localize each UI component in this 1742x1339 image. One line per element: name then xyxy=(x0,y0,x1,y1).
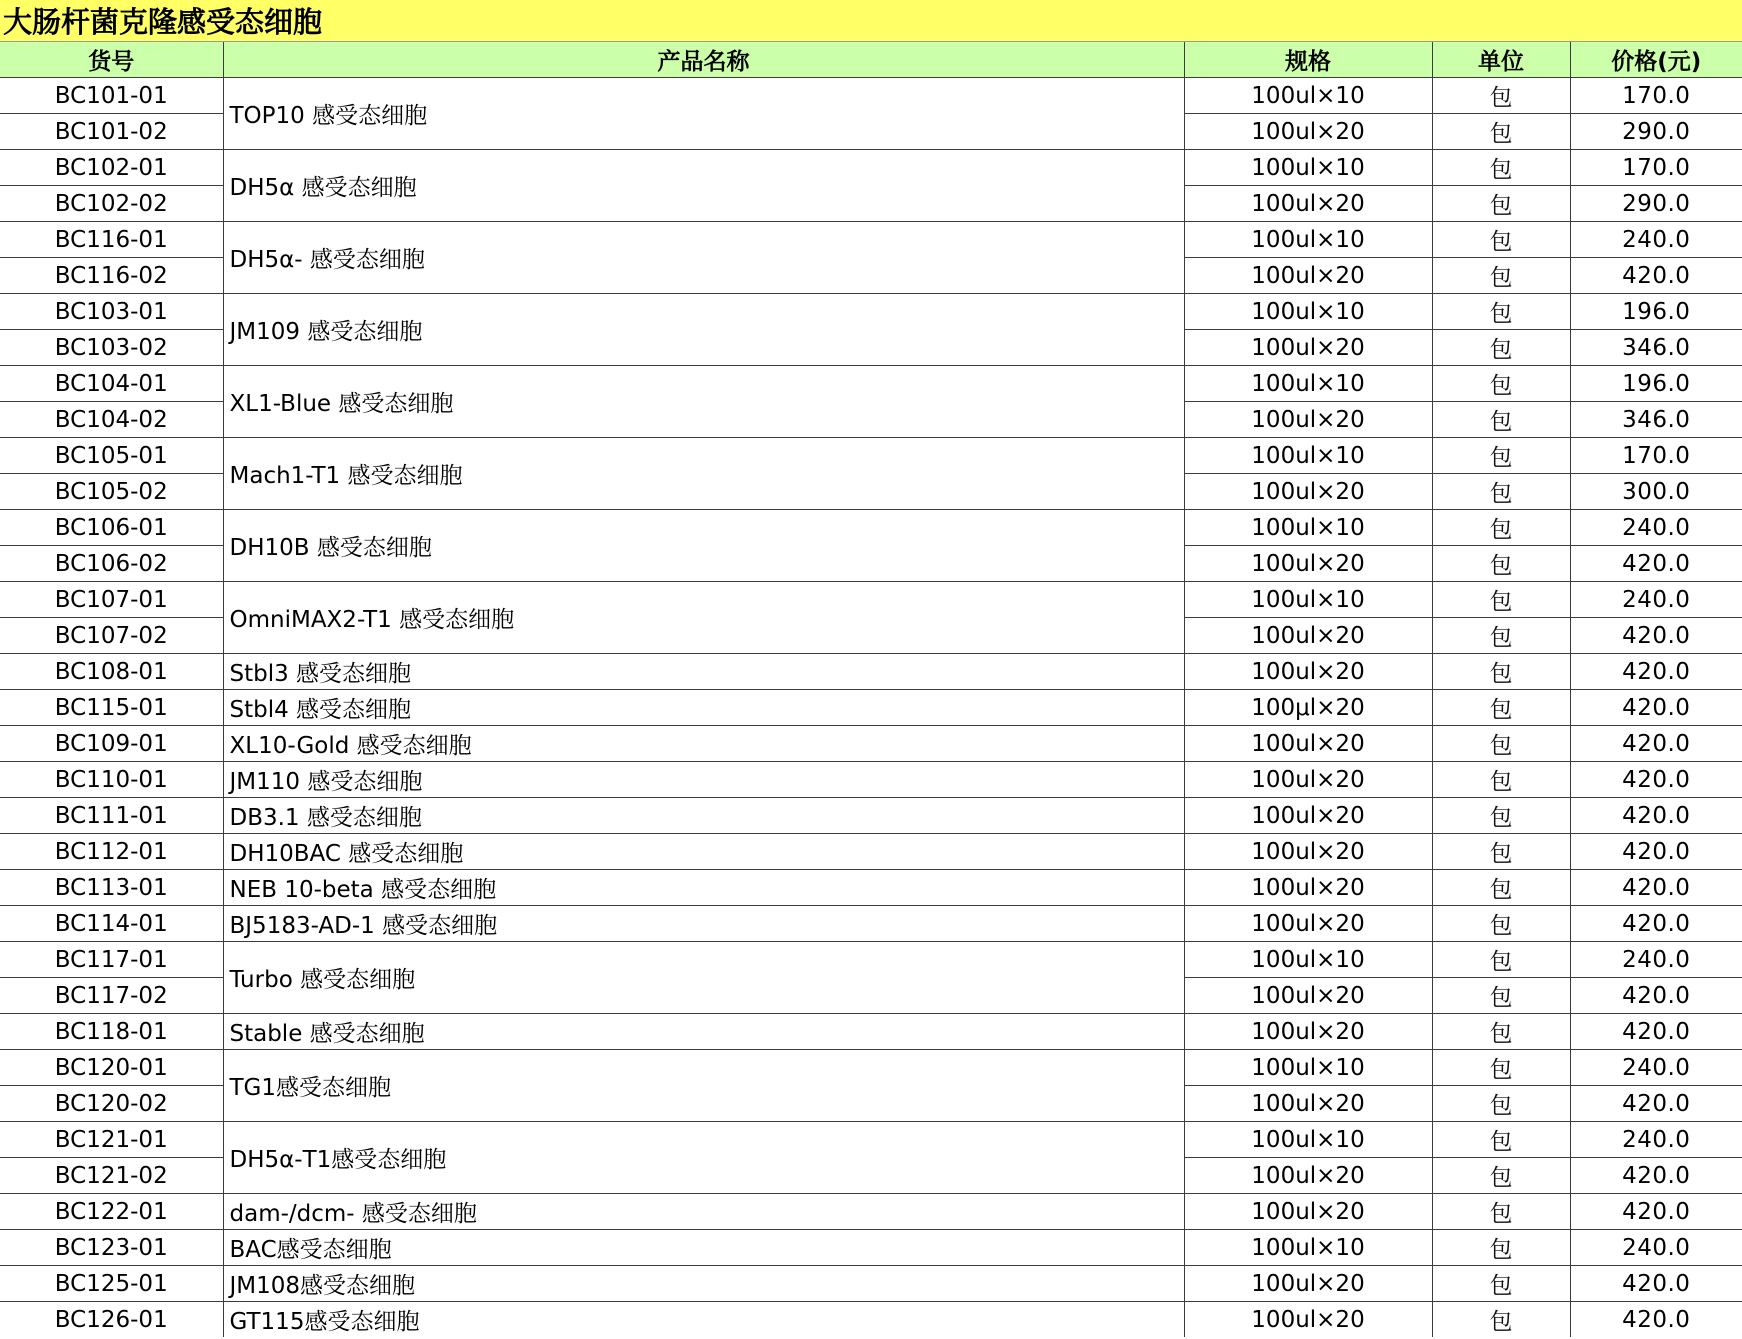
cell-spec[interactable]: 100ul×20 xyxy=(1184,762,1432,798)
table-row xyxy=(0,294,1742,330)
cell-unit[interactable]: 包 xyxy=(1432,546,1570,582)
cell-unit[interactable]: 包 xyxy=(1432,150,1570,186)
cell-spec[interactable]: 100ul×20 xyxy=(1184,870,1432,906)
cell-spec[interactable]: 100ul×10 xyxy=(1184,222,1432,258)
table-row xyxy=(0,942,1742,978)
cell-code[interactable]: BC101-01 xyxy=(0,78,223,114)
cell-price[interactable]: 240.0 xyxy=(1570,222,1742,258)
cell-spec[interactable]: 100ul×20 xyxy=(1184,546,1432,582)
cell-code[interactable]: BC105-01 xyxy=(0,438,223,474)
table-row xyxy=(0,1014,1742,1050)
cell-unit[interactable]: 包 xyxy=(1432,294,1570,330)
cell-code[interactable]: BC121-02 xyxy=(0,1158,223,1194)
cell-code[interactable]: BC114-01 xyxy=(0,906,223,942)
cell-spec[interactable]: 100ul×20 xyxy=(1184,1014,1432,1050)
table-row xyxy=(0,222,1742,258)
table-row xyxy=(0,798,1742,834)
cell-product-name[interactable]: GT115感受态细胞 xyxy=(223,1302,1184,1338)
cell-unit[interactable]: 包 xyxy=(1432,438,1570,474)
cell-price[interactable]: 420.0 xyxy=(1570,618,1742,654)
cell-spec[interactable]: 100ul×20 xyxy=(1184,618,1432,654)
cell-unit[interactable]: 包 xyxy=(1432,258,1570,294)
cell-price[interactable]: 290.0 xyxy=(1570,114,1742,150)
header-unit[interactable]: 单位 xyxy=(1432,42,1570,78)
cell-spec[interactable]: 100ul×10 xyxy=(1184,1230,1432,1266)
table-row xyxy=(0,834,1742,870)
cell-unit[interactable]: 包 xyxy=(1432,942,1570,978)
cell-spec[interactable]: 100ul×20 xyxy=(1184,474,1432,510)
cell-code[interactable]: BC106-01 xyxy=(0,510,223,546)
cell-product-name[interactable]: dam-/dcm- 感受态细胞 xyxy=(223,1194,1184,1230)
table-row xyxy=(0,1302,1742,1338)
cell-product-name[interactable]: DH5α 感受态细胞 xyxy=(223,150,1184,222)
cell-unit[interactable]: 包 xyxy=(1432,1194,1570,1230)
cell-product-name[interactable]: DH5α- 感受态细胞 xyxy=(223,222,1184,294)
cell-product-name[interactable]: XL1-Blue 感受态细胞 xyxy=(223,366,1184,438)
table-row xyxy=(0,654,1742,690)
cell-product-name[interactable]: Stable 感受态细胞 xyxy=(223,1014,1184,1050)
cell-unit[interactable]: 包 xyxy=(1432,186,1570,222)
cell-price[interactable]: 420.0 xyxy=(1570,546,1742,582)
table-row xyxy=(0,1230,1742,1266)
cell-spec[interactable]: 100ul×20 xyxy=(1184,654,1432,690)
cell-unit[interactable]: 包 xyxy=(1432,402,1570,438)
cell-product-name[interactable]: XL10-Gold 感受态细胞 xyxy=(223,726,1184,762)
cell-price[interactable]: 420.0 xyxy=(1570,906,1742,942)
cell-spec[interactable]: 100ul×20 xyxy=(1184,186,1432,222)
table-row xyxy=(0,726,1742,762)
cell-spec[interactable]: 100ul×20 xyxy=(1184,402,1432,438)
cell-product-name[interactable]: DH10B 感受态细胞 xyxy=(223,510,1184,582)
cell-code[interactable]: BC116-02 xyxy=(0,258,223,294)
table-row xyxy=(0,510,1742,546)
cell-spec[interactable]: 100ul×10 xyxy=(1184,582,1432,618)
cell-unit[interactable]: 包 xyxy=(1432,762,1570,798)
cell-spec[interactable]: 100μl×20 xyxy=(1184,690,1432,726)
cell-code[interactable]: BC103-02 xyxy=(0,330,223,366)
cell-product-name[interactable]: DB3.1 感受态细胞 xyxy=(223,798,1184,834)
cell-unit[interactable]: 包 xyxy=(1432,618,1570,654)
cell-code[interactable]: BC120-02 xyxy=(0,1086,223,1122)
cell-price[interactable]: 420.0 xyxy=(1570,1086,1742,1122)
cell-spec[interactable]: 100ul×10 xyxy=(1184,366,1432,402)
cell-price[interactable]: 420.0 xyxy=(1570,690,1742,726)
cell-code[interactable]: BC126-01 xyxy=(0,1302,223,1338)
cell-product-name[interactable]: OmniMAX2-T1 感受态细胞 xyxy=(223,582,1184,654)
cell-code[interactable]: BC115-01 xyxy=(0,690,223,726)
cell-code[interactable]: BC117-02 xyxy=(0,978,223,1014)
cell-price[interactable]: 170.0 xyxy=(1570,438,1742,474)
table-row xyxy=(0,150,1742,186)
cell-product-name[interactable]: NEB 10-beta 感受态细胞 xyxy=(223,870,1184,906)
table-row xyxy=(0,366,1742,402)
cell-spec[interactable]: 100ul×20 xyxy=(1184,726,1432,762)
table-row xyxy=(0,870,1742,906)
cell-unit[interactable]: 包 xyxy=(1432,870,1570,906)
cell-spec[interactable]: 100ul×20 xyxy=(1184,798,1432,834)
cell-product-name[interactable]: BAC感受态细胞 xyxy=(223,1230,1184,1266)
cell-price[interactable]: 420.0 xyxy=(1570,762,1742,798)
cell-code[interactable]: BC104-01 xyxy=(0,366,223,402)
header-name[interactable]: 产品名称 xyxy=(223,42,1184,78)
cell-code[interactable]: BC117-01 xyxy=(0,942,223,978)
cell-price[interactable]: 240.0 xyxy=(1570,1230,1742,1266)
cell-unit[interactable]: 包 xyxy=(1432,510,1570,546)
cell-unit[interactable]: 包 xyxy=(1432,1158,1570,1194)
cell-code[interactable]: BC109-01 xyxy=(0,726,223,762)
cell-code[interactable]: BC111-01 xyxy=(0,798,223,834)
cell-spec[interactable]: 100ul×20 xyxy=(1184,906,1432,942)
cell-unit[interactable]: 包 xyxy=(1432,1230,1570,1266)
cell-price[interactable]: 420.0 xyxy=(1570,798,1742,834)
cell-unit[interactable]: 包 xyxy=(1432,1266,1570,1302)
cell-code[interactable]: BC107-01 xyxy=(0,582,223,618)
cell-product-name[interactable]: BJ5183-AD-1 感受态细胞 xyxy=(223,906,1184,942)
cell-code[interactable]: BC105-02 xyxy=(0,474,223,510)
header-code[interactable]: 货号 xyxy=(0,42,223,78)
cell-code[interactable]: BC101-02 xyxy=(0,114,223,150)
cell-unit[interactable]: 包 xyxy=(1432,474,1570,510)
table-row xyxy=(0,78,1742,114)
cell-price[interactable]: 420.0 xyxy=(1570,870,1742,906)
cell-product-name[interactable]: TOP10 感受态细胞 xyxy=(223,78,1184,150)
cell-unit[interactable]: 包 xyxy=(1432,222,1570,258)
cell-price[interactable]: 346.0 xyxy=(1570,330,1742,366)
cell-unit[interactable]: 包 xyxy=(1432,1050,1570,1086)
cell-code[interactable]: BC103-01 xyxy=(0,294,223,330)
cell-code[interactable]: BC121-01 xyxy=(0,1122,223,1158)
table-row xyxy=(0,1122,1742,1158)
cell-product-name[interactable]: Stbl4 感受态细胞 xyxy=(223,690,1184,726)
cell-spec[interactable]: 100ul×20 xyxy=(1184,1086,1432,1122)
cell-spec[interactable]: 100ul×10 xyxy=(1184,942,1432,978)
cell-code[interactable]: BC112-01 xyxy=(0,834,223,870)
cell-code[interactable]: BC118-01 xyxy=(0,1014,223,1050)
cell-price[interactable]: 420.0 xyxy=(1570,978,1742,1014)
cell-unit[interactable]: 包 xyxy=(1432,582,1570,618)
cell-price[interactable]: 240.0 xyxy=(1570,582,1742,618)
cell-product-name[interactable]: Stbl3 感受态细胞 xyxy=(223,654,1184,690)
cell-price[interactable]: 300.0 xyxy=(1570,474,1742,510)
cell-price[interactable]: 420.0 xyxy=(1570,1158,1742,1194)
cell-price[interactable]: 420.0 xyxy=(1570,258,1742,294)
cell-price[interactable]: 420.0 xyxy=(1570,1014,1742,1050)
cell-spec[interactable]: 100ul×10 xyxy=(1184,1122,1432,1158)
cell-unit[interactable]: 包 xyxy=(1432,1302,1570,1338)
cell-price[interactable]: 420.0 xyxy=(1570,654,1742,690)
cell-spec[interactable]: 100ul×10 xyxy=(1184,150,1432,186)
table-row xyxy=(0,1194,1742,1230)
table-body xyxy=(0,78,1742,1338)
cell-spec[interactable]: 100ul×10 xyxy=(1184,294,1432,330)
cell-code[interactable]: BC102-02 xyxy=(0,186,223,222)
cell-spec[interactable]: 100ul×10 xyxy=(1184,438,1432,474)
cell-price[interactable]: 420.0 xyxy=(1570,1266,1742,1302)
table-row xyxy=(0,690,1742,726)
cell-price[interactable]: 240.0 xyxy=(1570,942,1742,978)
cell-code[interactable]: BC120-01 xyxy=(0,1050,223,1086)
cell-price[interactable]: 170.0 xyxy=(1570,78,1742,114)
cell-spec[interactable]: 100ul×10 xyxy=(1184,78,1432,114)
cell-unit[interactable]: 包 xyxy=(1432,834,1570,870)
cell-code[interactable]: BC106-02 xyxy=(0,546,223,582)
cell-code[interactable]: BC125-01 xyxy=(0,1266,223,1302)
cell-product-name[interactable]: Turbo 感受态细胞 xyxy=(223,942,1184,1014)
cell-unit[interactable]: 包 xyxy=(1432,906,1570,942)
cell-unit[interactable]: 包 xyxy=(1432,654,1570,690)
cell-price[interactable]: 240.0 xyxy=(1570,1050,1742,1086)
cell-unit[interactable]: 包 xyxy=(1432,330,1570,366)
header-price[interactable]: 价格(元) xyxy=(1570,42,1742,78)
cell-spec[interactable]: 100ul×20 xyxy=(1184,1302,1432,1338)
cell-spec[interactable]: 100ul×20 xyxy=(1184,1266,1432,1302)
cell-product-name[interactable]: JM108感受态细胞 xyxy=(223,1266,1184,1302)
cell-product-name[interactable]: JM110 感受态细胞 xyxy=(223,762,1184,798)
table-row xyxy=(0,906,1742,942)
table-row xyxy=(0,438,1742,474)
cell-unit[interactable]: 包 xyxy=(1432,1122,1570,1158)
cell-code[interactable]: BC123-01 xyxy=(0,1230,223,1266)
cell-product-name[interactable]: JM109 感受态细胞 xyxy=(223,294,1184,366)
cell-product-name[interactable]: TG1感受态细胞 xyxy=(223,1050,1184,1122)
cell-price[interactable]: 170.0 xyxy=(1570,150,1742,186)
header-row xyxy=(0,42,1742,78)
cell-unit[interactable]: 包 xyxy=(1432,1086,1570,1122)
cell-unit[interactable]: 包 xyxy=(1432,726,1570,762)
header-spec[interactable]: 规格 xyxy=(1184,42,1432,78)
cell-code[interactable]: BC116-01 xyxy=(0,222,223,258)
cell-unit[interactable]: 包 xyxy=(1432,978,1570,1014)
cell-price[interactable]: 420.0 xyxy=(1570,834,1742,870)
cell-unit[interactable]: 包 xyxy=(1432,798,1570,834)
cell-price[interactable]: 240.0 xyxy=(1570,510,1742,546)
cell-price[interactable]: 196.0 xyxy=(1570,366,1742,402)
cell-unit[interactable]: 包 xyxy=(1432,78,1570,114)
product-table xyxy=(0,42,1742,1337)
sheet-title[interactable]: 大肠杆菌克隆感受态细胞 xyxy=(0,0,1742,42)
cell-spec[interactable]: 100ul×20 xyxy=(1184,1194,1432,1230)
cell-spec[interactable]: 100ul×20 xyxy=(1184,834,1432,870)
cell-product-name[interactable]: Mach1-T1 感受态细胞 xyxy=(223,438,1184,510)
cell-spec[interactable]: 100ul×20 xyxy=(1184,978,1432,1014)
table-row xyxy=(0,1266,1742,1302)
cell-unit[interactable]: 包 xyxy=(1432,114,1570,150)
table-row xyxy=(0,762,1742,798)
cell-price[interactable]: 240.0 xyxy=(1570,1122,1742,1158)
cell-unit[interactable]: 包 xyxy=(1432,366,1570,402)
cell-code[interactable]: BC113-01 xyxy=(0,870,223,906)
cell-price[interactable]: 420.0 xyxy=(1570,1302,1742,1338)
cell-spec[interactable]: 100ul×20 xyxy=(1184,1158,1432,1194)
cell-code[interactable]: BC107-02 xyxy=(0,618,223,654)
cell-spec[interactable]: 100ul×20 xyxy=(1184,258,1432,294)
table-row xyxy=(0,582,1742,618)
cell-product-name[interactable]: DH10BAC 感受态细胞 xyxy=(223,834,1184,870)
cell-unit[interactable]: 包 xyxy=(1432,1014,1570,1050)
cell-product-name[interactable]: DH5α-T1感受态细胞 xyxy=(223,1122,1184,1194)
cell-spec[interactable]: 100ul×20 xyxy=(1184,114,1432,150)
cell-spec[interactable]: 100ul×10 xyxy=(1184,1050,1432,1086)
cell-code[interactable]: BC104-02 xyxy=(0,402,223,438)
cell-code[interactable]: BC122-01 xyxy=(0,1194,223,1230)
cell-price[interactable]: 196.0 xyxy=(1570,294,1742,330)
cell-code[interactable]: BC102-01 xyxy=(0,150,223,186)
cell-spec[interactable]: 100ul×10 xyxy=(1184,510,1432,546)
cell-price[interactable]: 420.0 xyxy=(1570,726,1742,762)
cell-spec[interactable]: 100ul×20 xyxy=(1184,330,1432,366)
cell-unit[interactable]: 包 xyxy=(1432,690,1570,726)
cell-price[interactable]: 420.0 xyxy=(1570,1194,1742,1230)
cell-price[interactable]: 346.0 xyxy=(1570,402,1742,438)
cell-code[interactable]: BC110-01 xyxy=(0,762,223,798)
cell-price[interactable]: 290.0 xyxy=(1570,186,1742,222)
table-row xyxy=(0,1050,1742,1086)
cell-code[interactable]: BC108-01 xyxy=(0,654,223,690)
